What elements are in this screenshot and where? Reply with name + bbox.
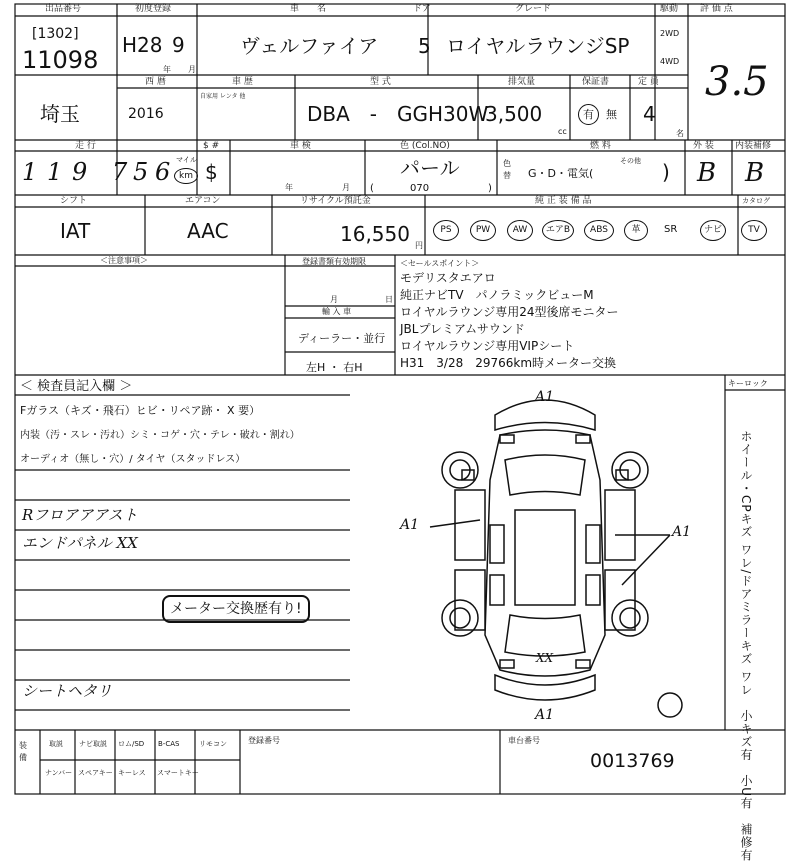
- shift-value: IAT: [60, 219, 91, 243]
- model-code: DBA - GGH30W: [307, 102, 489, 126]
- inspection-label: 車 検: [290, 141, 311, 151]
- warranty-label: 保証書: [582, 77, 610, 87]
- fuel-label: 燃 料: [590, 141, 611, 151]
- footer-item-number: ナンバー: [45, 769, 73, 777]
- drive-4wd: 4WD: [660, 57, 680, 66]
- interior-label: 内装補修: [735, 141, 772, 151]
- reg-docs-month: 月: [330, 295, 338, 304]
- damage-mark-front: A1: [535, 389, 555, 405]
- aircon-label: エアコン: [185, 196, 221, 206]
- equip-abs-circled: ABS: [584, 220, 614, 241]
- history-sub: 自家用 レンタ 他: [200, 93, 246, 100]
- equip-airbag-circled: エアB: [542, 220, 574, 241]
- score-value: 3.5: [705, 59, 769, 105]
- model-label: 型 式: [370, 77, 391, 87]
- capacity: 4: [643, 102, 656, 126]
- mileage-digit: 7: [112, 158, 128, 186]
- color-change-label: 色替: [503, 159, 511, 180]
- warranty-no: 無: [606, 108, 617, 121]
- aircon-value: AAC: [187, 219, 229, 243]
- exterior-label: 外 装: [693, 141, 714, 151]
- inspector-line-audio: オーディオ（無し・穴）/ タイヤ（スタッドレス）: [20, 454, 246, 465]
- region: 埼玉: [40, 102, 80, 126]
- sales-point-item: 純正ナビTV パノラミックビューM: [400, 288, 594, 302]
- chassis-number: 0013769: [590, 750, 675, 772]
- reg-era: H28: [122, 33, 163, 57]
- capacity-unit: 名: [676, 129, 684, 138]
- footer-item-spare-key: スペアキー: [78, 769, 113, 777]
- color-label: 色 (Col.NO): [400, 141, 450, 151]
- sales-point-item: ロイヤルラウンジ専用24型後席モニター: [400, 305, 619, 319]
- odo-label: $ #: [203, 141, 220, 151]
- inspector-handwriting-1: Rフロアアアスト: [22, 506, 138, 524]
- import-label: 輸 入 車: [322, 307, 352, 316]
- inspector-line-interior: 内装（汚・スレ・汚れ）シミ・コゲ・穴・テレ・破れ・割れ）: [20, 430, 300, 441]
- exterior-grade: B: [697, 158, 717, 188]
- reg-docs-label: 登録書類有効期限: [302, 257, 366, 266]
- sales-points-label: ＜セールスポイント＞: [400, 259, 480, 268]
- damage-mark-xx: XX: [536, 651, 554, 665]
- reg-month: 9: [172, 33, 185, 57]
- footer-item-keyless: キーレス: [118, 769, 146, 777]
- sales-point-item: ロイヤルラウンジ専用VIPシート: [400, 339, 575, 353]
- inspector-handwriting-3: シートヘタリ: [22, 682, 113, 700]
- interior-grade: B: [745, 158, 765, 188]
- footer-item-rom-sd: ロム/SD: [118, 740, 145, 748]
- import-dealer: ディーラー・並行: [298, 332, 386, 345]
- recycle-label: リサイクル預託金: [300, 196, 371, 206]
- inspector-handwriting-2: エンドパネル XX: [22, 534, 138, 552]
- handle-side: 左H ・ 右H: [306, 361, 363, 374]
- year-ad: 2016: [128, 106, 164, 122]
- equip-leather-circled: 革: [624, 220, 648, 241]
- grade-label: グレード: [515, 4, 552, 14]
- recycle-unit: 円: [415, 241, 423, 250]
- color-open-paren: (: [370, 183, 374, 194]
- mileage-digit: 1: [47, 158, 63, 186]
- car-doors: 5: [418, 34, 431, 58]
- footer-item-manual: 取説: [49, 740, 63, 748]
- displacement: 3,500: [485, 102, 543, 126]
- footer-equip-label: 装 備: [19, 741, 27, 762]
- shift-label: シフト: [60, 196, 88, 206]
- wheel-mirror-notes: ホイール・CPキズ ワレ/ドアミラーキズ ワレ 小キズ有 小U有 補修有: [739, 430, 753, 862]
- equip-aw-circled: AW: [507, 220, 533, 241]
- inspector-line-glass: Fガラス（キズ・飛石）ヒビ・リペア跡・ X 要）: [20, 404, 261, 417]
- name-label: 車 名: [290, 4, 327, 14]
- mileage-digit: 6: [155, 158, 171, 186]
- drive-label: 駆動: [660, 4, 679, 14]
- color-name: パール: [400, 156, 460, 180]
- inspector-title: ＜ 検査員記入欄 ＞: [20, 379, 133, 394]
- footer-item-navi-manual: ナビ取説: [79, 740, 107, 748]
- mileage-digit: 5: [133, 158, 149, 186]
- inspection-month-unit: 月: [342, 183, 350, 192]
- equip-tv-circled: TV: [741, 220, 767, 241]
- lot-label: 出品番号: [45, 4, 82, 14]
- damage-mark-right: A1: [672, 524, 692, 540]
- damage-mark-left: A1: [400, 517, 420, 533]
- color-close-paren: ): [488, 183, 492, 194]
- sales-point-item: JBLプレミアムサウンド: [400, 322, 525, 336]
- fuel-close-paren: ): [662, 160, 670, 184]
- displacement-label: 排気量: [508, 77, 536, 87]
- footer-item-bcas: B-CAS: [158, 740, 180, 748]
- meter-replaced-stamp: メーター交換歴有り!: [162, 595, 310, 623]
- sales-point-item: モデリスタエアロ: [400, 271, 496, 285]
- key-lock-label: キーロック: [728, 379, 768, 388]
- lot-number: 11098: [22, 46, 99, 74]
- car-diagram: [400, 390, 700, 723]
- equip-ps-circled: PS: [433, 220, 459, 241]
- equip-sr: SR: [664, 224, 678, 235]
- mile-unit: マイル: [176, 156, 197, 164]
- mileage-digit: 9: [72, 158, 88, 186]
- warranty-yes-circled: 有: [578, 104, 599, 125]
- reg-docs-day: 日: [385, 295, 393, 304]
- sales-point-item: H31 3/28 29766km時メーター交換: [400, 356, 617, 370]
- lot-code: [1302]: [32, 26, 79, 42]
- dollar-sign: $: [205, 160, 218, 184]
- capacity-label: 定 員: [638, 77, 659, 87]
- doors-label: ドア: [413, 4, 431, 14]
- chassis-label: 車台番号: [508, 736, 540, 745]
- car-grade: ロイヤルラウンジSP: [446, 34, 630, 58]
- year-label: 西 暦: [145, 77, 166, 87]
- km-unit-circled: km: [174, 168, 198, 184]
- color-code: 070: [410, 183, 430, 194]
- first-reg-label: 初度登録: [135, 4, 172, 14]
- mileage-label: 走 行: [75, 141, 96, 151]
- inspection-year-unit: 年: [285, 183, 293, 192]
- history-label: 車 歴: [232, 77, 253, 87]
- fuel-other-label: その他: [620, 157, 641, 165]
- footer-item-remote: リモコン: [199, 740, 227, 748]
- recycle-fee: 16,550: [340, 222, 410, 246]
- car-name: ヴェルファイア: [240, 34, 379, 58]
- mileage-digit: 1: [22, 158, 38, 186]
- equipment-label: 純 正 装 備 品: [535, 196, 592, 206]
- notes-section-label: ＜注意事項＞: [100, 256, 148, 265]
- score-label: 評 価 点: [700, 4, 733, 14]
- sales-points: [400, 258, 619, 372]
- fuel-options: G・D・電気(: [528, 167, 594, 180]
- damage-mark-rear: A1: [535, 707, 555, 723]
- equip-navi-circled: ナビ: [700, 220, 726, 241]
- reg-number-label: 登録番号: [248, 736, 280, 745]
- equip-pw-circled: PW: [470, 220, 496, 241]
- catalog-label: カタログ: [742, 197, 770, 205]
- reg-month-unit: 月: [188, 65, 196, 74]
- footer-item-smart-key: スマートキー: [157, 769, 199, 777]
- drive-2wd: 2WD: [660, 29, 680, 38]
- displacement-unit: cc: [558, 127, 567, 136]
- reg-year-unit: 年: [163, 65, 171, 74]
